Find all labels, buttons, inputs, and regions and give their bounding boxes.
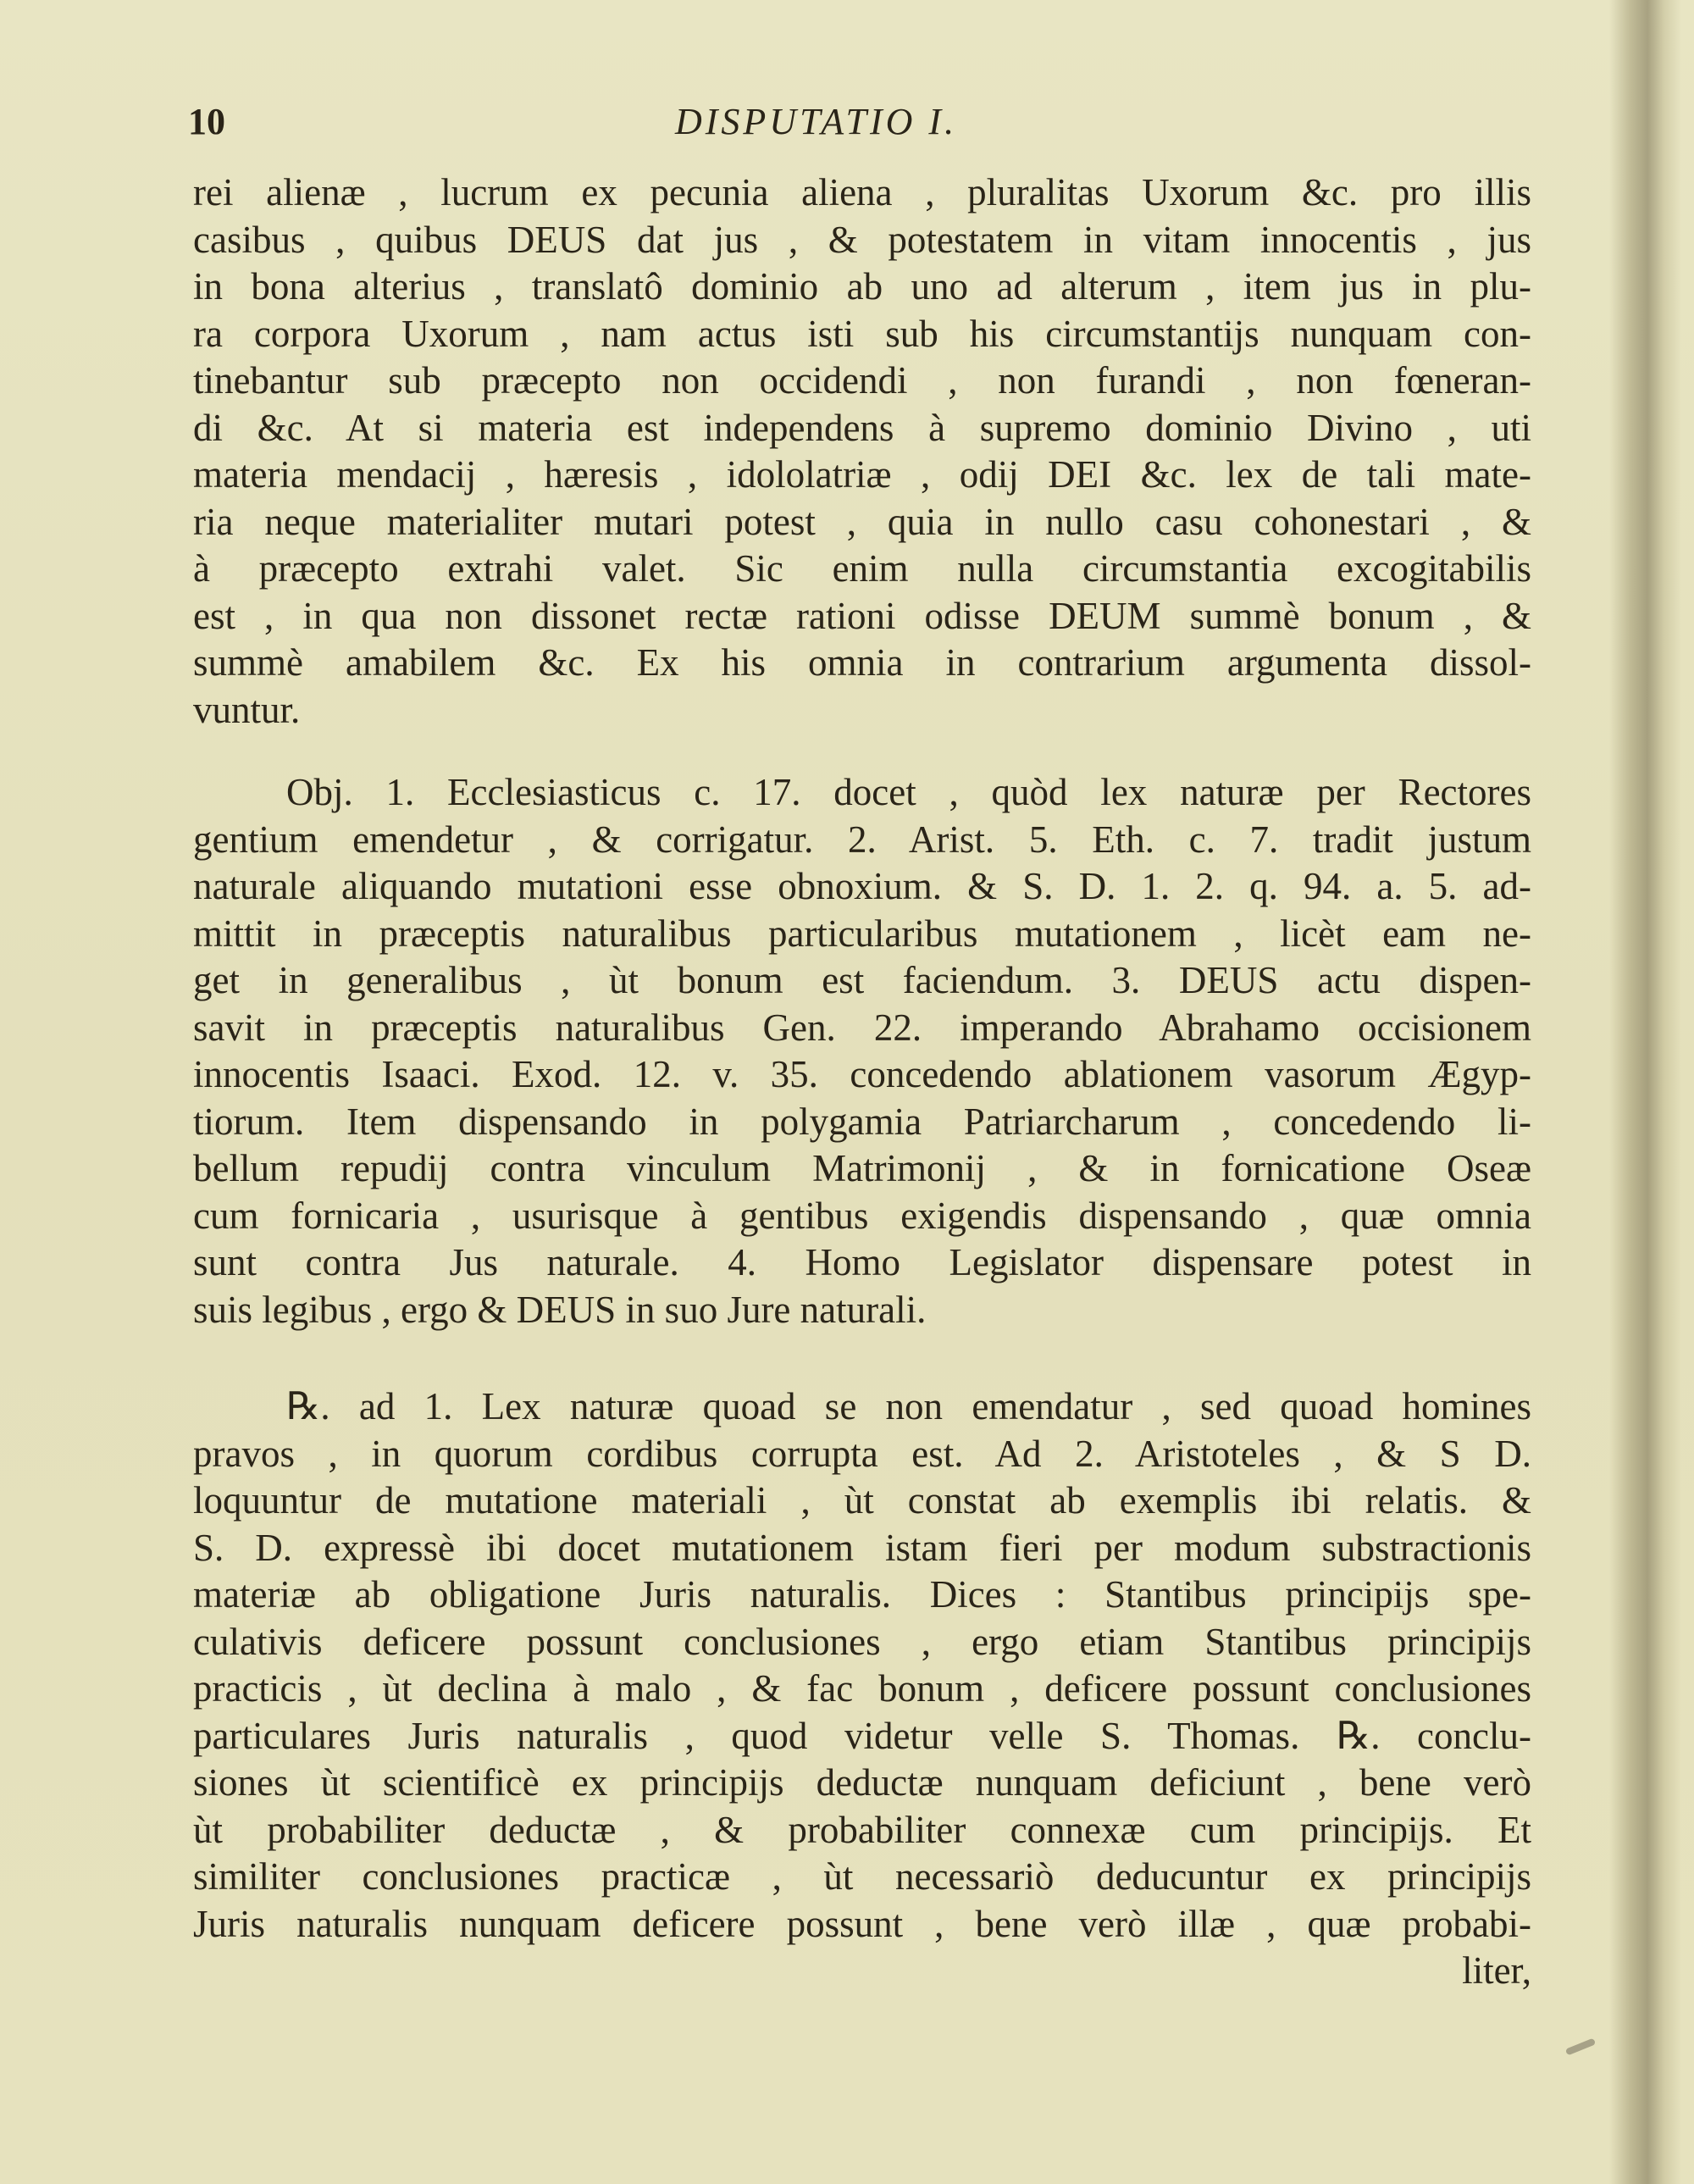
text-line: ra corpora Uxorum , nam actus isti sub his circumstantijs nunquam con- (193, 312, 1531, 355)
running-head-title: DISPUTATIO I. (675, 101, 958, 142)
text-line: ria neque materialiter mutari potest , quia in nullo casu cohonestari , & (193, 500, 1531, 543)
text-line: particulares Juris naturalis , quod videtur velle S. Thomas. ℞. conclu- (193, 1714, 1531, 1757)
text-line: vuntur. (193, 688, 301, 731)
text-line: loquuntur de mutatione materiali , ùt constat ab exemplis ibi relatis. & (193, 1479, 1531, 1522)
text-line: summè amabilem &c. Ex his omnia in contrarium argumenta dissol- (193, 641, 1531, 684)
text-line: tiorum. Item dispensando in polygamia Patriarcharum , concedendo li- (193, 1100, 1531, 1143)
text-line: practicis , ùt declina à malo , & fac bonum , deficere possunt conclusiones (193, 1667, 1531, 1710)
text-line: casibus , quibus DEUS dat jus , & potestatem in vitam innocentis , jus (193, 218, 1531, 261)
text-line: savit in præceptis naturalibus Gen. 22. imperando Abrahamo occisionem (193, 1006, 1531, 1049)
text-line: similiter conclusiones practicæ , ùt necessariò deducuntur ex principijs (193, 1855, 1531, 1898)
text-line: ℞. ad 1. Lex naturæ quoad se non emendatur , sed quoad homines (286, 1385, 1531, 1427)
text-line: materia mendacij , hæresis , idololatriæ , odij DEI &c. lex de tali mate- (193, 453, 1531, 496)
text-line: get in generalibus , ùt bonum est faciendum. 3. DEUS actu dispen- (193, 959, 1531, 1001)
text-line: Juris naturalis nunquam deficere possunt , bene verò illæ , quæ probabi- (193, 1902, 1531, 1945)
catchword: liter, (1462, 1949, 1531, 1992)
text-line: Obj. 1. Ecclesiasticus c. 17. docet , quòd lex naturæ per Rectores (286, 771, 1531, 813)
paragraph-objections (193, 769, 1531, 1333)
text-line: est , in qua non dissonet rectæ rationi odisse DEUM summè bonum , & (193, 594, 1531, 637)
text-line: naturale aliquando mutationi esse obnoxium. & S. D. 1. 2. q. 94. a. 5. ad- (193, 865, 1531, 907)
text-line: pravos , in quorum cordibus corrupta est. Ad 2. Aristoteles , & S D. (193, 1432, 1531, 1475)
paragraph-continuation (193, 169, 1531, 734)
text-line: sunt contra Jus naturale. 4. Homo Legislator dispensare potest in (193, 1241, 1531, 1283)
text-line: cum fornicaria , usurisque à gentibus exigendis dispensando , quæ omnia (193, 1194, 1531, 1237)
page-number: 10 (188, 101, 225, 142)
text-line: materiæ ab obligatione Juris naturalis. Dices : Stantibus principijs spe- (193, 1573, 1531, 1616)
text-line: S. D. expressè ibi docet mutationem istam fieri per modum substractionis (193, 1526, 1531, 1569)
text-line: à præcepto extrahi valet. Sic enim nulla circumstantia excogitabilis (193, 547, 1531, 590)
text-line: mittit in præceptis naturalibus particularibus mutationem , licèt eam ne- (193, 912, 1531, 955)
text-line: tinebantur sub præcepto non occidendi , non furandi , non fœneran- (193, 359, 1531, 402)
text-line: gentium emendetur , & corrigatur. 2. Arist. 5. Eth. c. 7. tradit justum (193, 818, 1531, 861)
text-line: siones ùt scientificè ex principijs deductæ nunquam deficiunt , bene verò (193, 1761, 1531, 1804)
text-line: rei alienæ , lucrum ex pecunia aliena , pluralitas Uxorum &c. pro illis (193, 171, 1531, 213)
ink-smudge (1565, 2038, 1596, 2056)
text-line: bellum repudij contra vinculum Matrimonij , & in fornicatione Oseæ (193, 1147, 1531, 1189)
text-line: suis legibus , ergo & DEUS in suo Jure naturali. (193, 1288, 927, 1331)
text-line: di &c. At si materia est independens à supremo dominio Divino , uti (193, 406, 1531, 449)
text-line: innocentis Isaaci. Exod. 12. v. 35. concedendo ablationem vasorum Ægyp- (193, 1053, 1531, 1095)
text-line: in bona alterius , translatô dominio ab uno ad alterum , item jus in plu- (193, 265, 1531, 308)
text-line: ùt probabiliter deductæ , & probabiliter connexæ cum principijs. Et (193, 1808, 1531, 1851)
running-head (188, 100, 1525, 151)
paragraph-responses (193, 1383, 1531, 1995)
text-line: culativis deficere possunt conclusiones , ergo etiam Stantibus principijs (193, 1620, 1531, 1663)
